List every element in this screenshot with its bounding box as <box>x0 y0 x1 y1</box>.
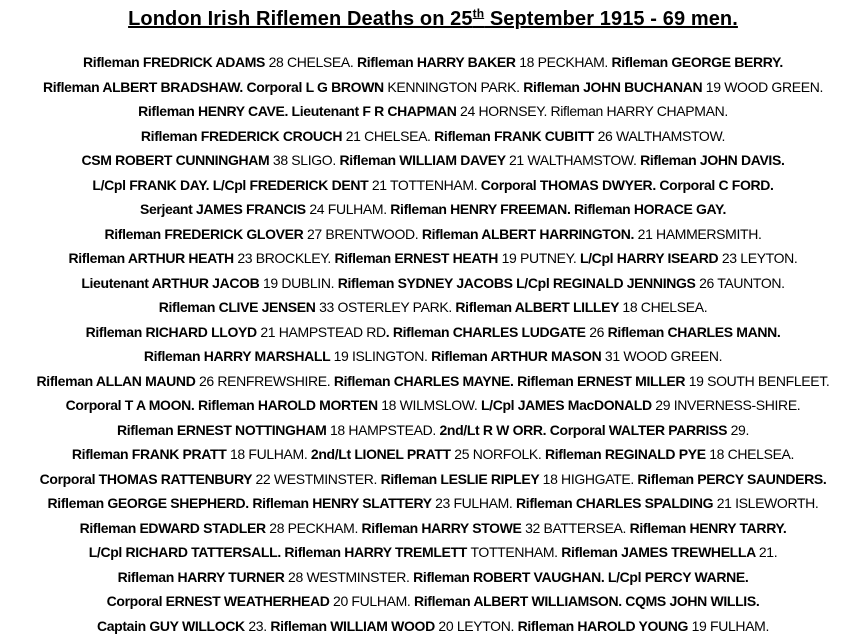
soldier-name: 2nd/Lt LIONEL PRATT <box>310 446 455 462</box>
soldier-detail: 23 FULHAM. <box>435 495 517 511</box>
soldier-name: Rifleman GEORGE SHEPHERD. Rifleman HENRY SLATTERY <box>47 495 436 511</box>
casualty-line <box>0 516 866 541</box>
soldier-name: Rifleman SYDNEY JACOBS L/Cpl REGINALD JENNINGS <box>337 274 700 291</box>
soldier-detail: 19 ISLINGTON. <box>333 348 432 364</box>
soldier-detail: 19 WOOD GREEN. <box>705 78 824 95</box>
casualty-line <box>0 50 866 75</box>
soldier-name: L/Cpl JAMES MacDONALD <box>480 397 656 413</box>
soldier-detail: 18 PECKHAM. <box>519 54 612 70</box>
casualty-line <box>0 173 866 198</box>
soldier-detail: TOTTENHAM. <box>470 544 562 560</box>
soldier-name: Rifleman HARRY BAKER <box>356 54 520 70</box>
soldier-name: Rifleman JAMES TREWHELLA <box>561 544 759 560</box>
casualty-line <box>0 442 866 467</box>
soldier-name: Rifleman CHARLES MANN. <box>607 323 781 340</box>
soldier-name: Rifleman REGINALD PYE <box>545 446 710 462</box>
soldier-name: Rifleman ROBERT VAUGHAN. L/Cpl PERCY WARNE. <box>413 568 749 585</box>
soldier-name: Serjeant JAMES FRANCIS <box>140 201 310 217</box>
soldier-name: Rifleman WILLIAM WOOD <box>270 617 439 634</box>
soldier-detail: 22 WESTMINSTER. <box>255 470 381 487</box>
soldier-detail: 26 TAUNTON. <box>699 274 785 291</box>
soldier-detail: 19 FULHAM. <box>691 617 770 634</box>
soldier-detail: 29. <box>730 421 750 438</box>
soldier-name: Rifleman HENRY CAVE. Lieutenant F R CHAPMAN <box>138 103 461 119</box>
soldier-detail: 28 PECKHAM. <box>269 519 362 536</box>
soldier-name: L/Cpl HARRY ISEARD <box>579 250 722 266</box>
casualty-line <box>0 75 866 100</box>
soldier-name: Rifleman ERNEST HEATH <box>334 250 502 266</box>
soldier-name: Rifleman RICHARD LLOYD <box>85 323 261 340</box>
soldier-name: Rifleman CHARLES MAYNE. Rifleman ERNEST MILLER <box>333 372 689 389</box>
soldier-name: Rifleman HARRY STOWE <box>361 519 526 536</box>
soldier-name: Rifleman ALBERT LILLEY <box>455 299 623 315</box>
casualty-line <box>0 369 866 394</box>
casualty-line <box>0 565 866 590</box>
soldier-name: Rifleman HARRY MARSHALL <box>143 348 334 364</box>
soldier-name: L/Cpl FRANK DAY. L/Cpl FREDERICK DENT <box>92 176 372 193</box>
casualty-line <box>0 589 866 614</box>
soldier-detail: KENNINGTON PARK. <box>387 78 524 95</box>
soldier-detail: 28 WESTMINSTER. <box>288 568 414 585</box>
soldier-detail: 26 WALTHAMSTOW. <box>597 127 726 144</box>
soldier-name: Rifleman FREDERICK CROUCH <box>140 127 346 144</box>
soldier-detail: 33 OSTERLEY PARK. <box>319 299 456 315</box>
title-superscript: th <box>472 6 485 21</box>
soldier-detail: 21 TOTTENHAM. <box>371 176 481 193</box>
soldier-name: Rifleman ERNEST NOTTINGHAM <box>116 421 330 438</box>
soldier-name: Rifleman HENRY TARRY. <box>629 519 787 536</box>
soldier-name: Rifleman ARTHUR HEATH <box>68 250 238 266</box>
soldier-detail: 21 CHELSEA. <box>345 127 435 144</box>
soldier-name: Rifleman FRANK CUBITT <box>434 127 598 144</box>
casualty-line <box>0 393 866 418</box>
soldier-detail: 18 CHELSEA. <box>709 446 795 462</box>
soldier-name: 2nd/Lt R W ORR. Corporal WALTER PARRISS <box>439 421 731 438</box>
soldier-name: Rifleman FREDERICK GLOVER <box>104 225 307 242</box>
soldier-detail: 18 HAMPSTEAD. <box>329 421 440 438</box>
soldier-detail: 21 ISLEWORTH. <box>716 495 819 511</box>
soldier-detail: 19 PUTNEY. <box>501 250 580 266</box>
soldier-name: Rifleman CLIVE JENSEN <box>158 299 320 315</box>
title-main: London Irish Riflemen Deaths on 25 <box>128 8 473 30</box>
soldier-detail: 18 FULHAM. <box>229 446 311 462</box>
casualty-line <box>0 614 866 639</box>
soldier-detail: 21 HAMPSTEAD RD <box>260 323 386 340</box>
soldier-detail: 20 LEYTON. <box>438 617 518 634</box>
soldier-name: L/Cpl RICHARD TATTERSALL. Rifleman HARRY TREMLETT <box>88 544 471 560</box>
soldier-name: Rifleman ALBERT HARRINGTON. <box>421 225 638 242</box>
soldier-name: CSM ROBERT CUNNINGHAM <box>81 152 273 168</box>
casualty-line <box>0 491 866 516</box>
soldier-name: Rifleman ALLAN MAUND <box>36 372 199 389</box>
soldier-detail: 32 BATTERSEA. <box>525 519 630 536</box>
soldier-name: Captain GUY WILLOCK <box>96 617 249 634</box>
casualty-line <box>0 148 866 173</box>
soldier-detail: 18 CHELSEA. <box>622 299 708 315</box>
soldier-detail: 21 HAMMERSMITH. <box>637 225 762 242</box>
soldier-detail: 26 <box>589 323 608 340</box>
soldier-detail: 38 SLIGO. <box>272 152 340 168</box>
page-title <box>0 8 866 31</box>
casualty-list <box>0 50 866 638</box>
soldier-detail: 23 LEYTON. <box>721 250 798 266</box>
casualty-line <box>0 197 866 222</box>
soldier-detail: 21. <box>758 544 778 560</box>
soldier-detail: 19 SOUTH BENFLEET. <box>688 372 830 389</box>
casualty-line <box>0 418 866 443</box>
soldier-name: Rifleman LESLIE RIPLEY <box>380 470 543 487</box>
soldier-name: Rifleman FREDRICK ADAMS <box>83 54 269 70</box>
soldier-name: Corporal THOMAS DWYER. Corporal C FORD. <box>480 176 774 193</box>
soldier-detail: 29 INVERNESS-SHIRE. <box>655 397 801 413</box>
casualty-line <box>0 295 866 320</box>
soldier-detail: 24 HORNSEY. Rifleman HARRY CHAPMAN. <box>460 103 728 119</box>
soldier-name: . Rifleman CHARLES LUDGATE <box>385 323 590 340</box>
soldier-detail: 18 HIGHGATE. <box>542 470 638 487</box>
soldier-name: Rifleman GEORGE BERRY. <box>611 54 783 70</box>
casualty-line <box>0 222 866 247</box>
soldier-detail: 24 FULHAM. <box>309 201 391 217</box>
casualty-line <box>0 467 866 492</box>
casualty-line <box>0 99 866 124</box>
casualty-line <box>0 271 866 296</box>
casualty-line <box>0 246 866 271</box>
soldier-name: Rifleman EDWARD STADLER <box>79 519 270 536</box>
soldier-detail: 19 DUBLIN. <box>262 274 338 291</box>
soldier-detail: 23. <box>248 617 271 634</box>
soldier-detail: 20 FULHAM. <box>333 593 414 609</box>
soldier-detail: 18 WILMSLOW. <box>381 397 481 413</box>
soldier-name: Rifleman JOHN BUCHANAN <box>523 78 706 95</box>
soldier-name: Rifleman FRANK PRATT <box>71 446 230 462</box>
soldier-name: Rifleman JOHN DAVIS. <box>640 152 785 168</box>
soldier-name: Rifleman ALBERT BRADSHAW. Corporal L G BROWN <box>42 78 388 95</box>
soldier-name: Rifleman HAROLD YOUNG <box>517 617 692 634</box>
casualty-line <box>0 320 866 345</box>
soldier-name: Rifleman CHARLES SPALDING <box>516 495 717 511</box>
soldier-name: Rifleman PERCY SAUNDERS. <box>637 470 827 487</box>
soldier-name: Lieutenant ARTHUR JACOB <box>81 274 263 291</box>
soldier-name: Rifleman ALBERT WILLIAMSON. CQMS JOHN WILLIS. <box>413 593 760 609</box>
casualty-line <box>0 344 866 369</box>
soldier-detail: 25 NORFOLK. <box>454 446 545 462</box>
soldier-name: Rifleman HENRY FREEMAN. Rifleman HORACE GAY. <box>390 201 726 217</box>
soldier-detail: 28 CHELSEA. <box>268 54 357 70</box>
soldier-detail: 23 BROCKLEY. <box>237 250 335 266</box>
soldier-name: Rifleman ARTHUR MASON <box>431 348 605 364</box>
casualty-line <box>0 124 866 149</box>
soldier-detail: 21 WALTHAMSTOW. <box>509 152 641 168</box>
soldier-detail: 26 RENFREWSHIRE. <box>199 372 334 389</box>
soldier-name: Corporal T A MOON. Rifleman HAROLD MORTEN <box>65 397 382 413</box>
soldier-detail: 27 BRENTWOOD. <box>306 225 422 242</box>
soldier-name: Rifleman HARRY TURNER <box>117 568 289 585</box>
soldier-detail: 31 WOOD GREEN. <box>604 348 723 364</box>
soldier-name: Corporal THOMAS RATTENBURY <box>39 470 256 487</box>
soldier-name: Corporal ERNEST WEATHERHEAD <box>106 593 334 609</box>
casualty-line <box>0 540 866 565</box>
soldier-name: Rifleman WILLIAM DAVEY <box>339 152 509 168</box>
title-rest: September 1915 - 69 men. <box>484 8 738 30</box>
